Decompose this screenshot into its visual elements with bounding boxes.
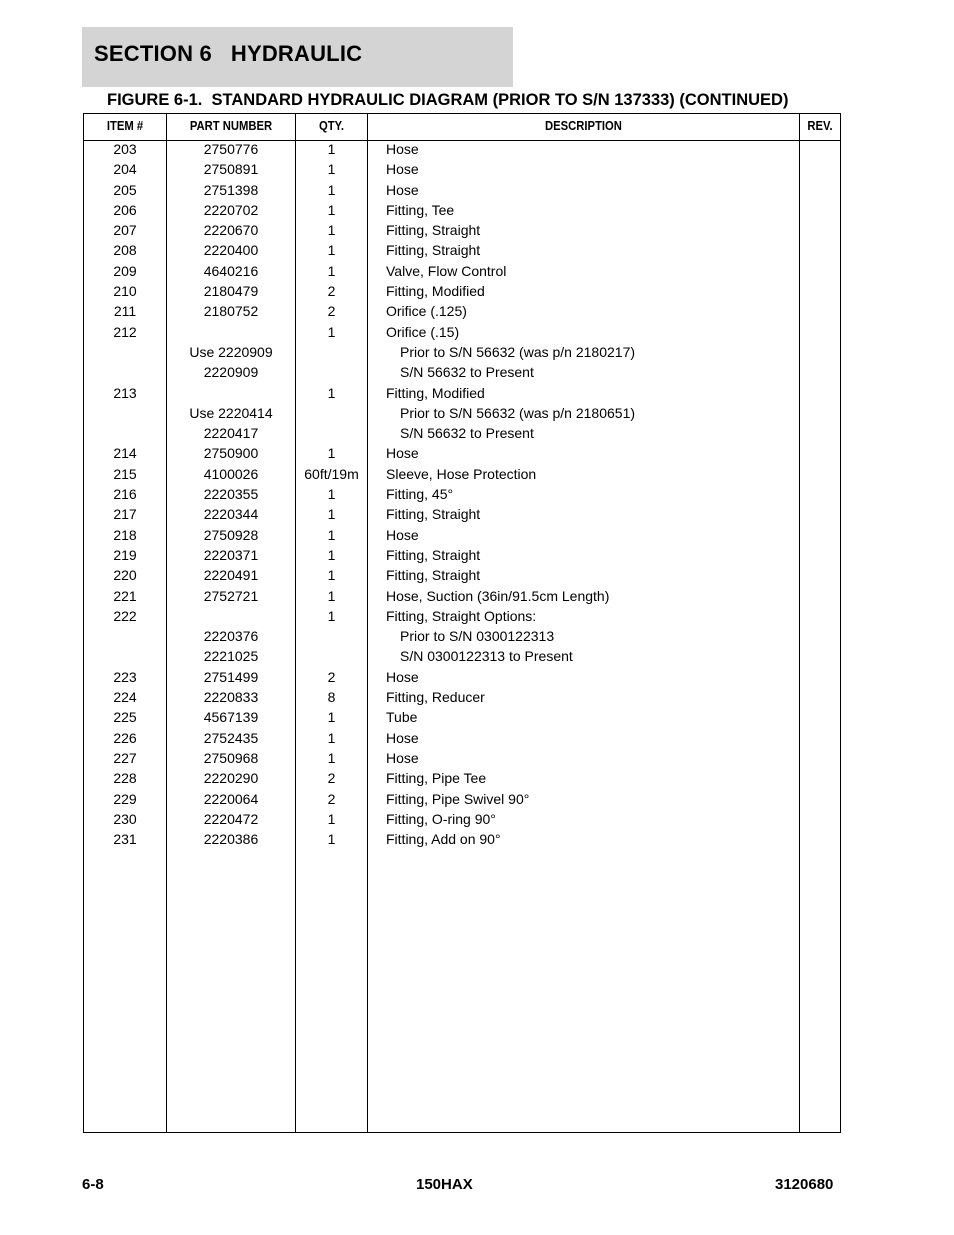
item-number: 219 [113,546,137,563]
description: Fitting, Pipe Tee [386,770,487,787]
item-number: 208 [113,242,137,259]
item-number: 215 [113,465,137,482]
quantity: 1 [327,161,336,178]
part-number: 2752435 [203,729,259,746]
item-number: 209 [113,262,137,279]
description: Tube [386,709,418,726]
quantity: 1 [327,526,336,543]
item-number: 228 [113,770,137,787]
part-number: 2220064 [203,790,259,807]
item-number: 216 [113,486,137,503]
quantity: 1 [327,201,336,218]
item-number: 227 [113,749,137,766]
table-row [84,443,840,463]
quantity: 1 [327,141,336,157]
table-row [84,301,840,321]
quantity: 8 [327,689,336,706]
item-number: 226 [113,729,137,746]
item-number: 213 [113,384,137,401]
part-number: 2180479 [203,283,259,300]
header-qty: QTY. [318,119,345,133]
table-row [84,789,840,809]
item-number: 230 [113,810,137,827]
part-number: 4100026 [203,465,259,482]
description: Hose [386,445,419,462]
description: Orifice (.125) [386,303,467,320]
item-number: 229 [113,790,137,807]
description: Fitting, Straight [386,222,481,239]
table-row [84,383,840,403]
header-rev: REV. [807,119,833,133]
quantity: 1 [327,546,336,563]
quantity: 1 [327,181,336,198]
table-row [84,484,840,504]
description: Sleeve, Hose Protection [386,465,537,482]
table-row [84,667,840,687]
item-number: 221 [113,587,137,604]
description: Prior to S/N 56632 (was p/n 2180217) [400,343,636,360]
figure-title: FIGURE 6-1. STANDARD HYDRAULIC DIAGRAM (PRIOR TO S/N 137333) (CONTINUED) [107,91,789,109]
item-number: 211 [113,303,137,320]
table-row [84,768,840,788]
item-number: 217 [113,506,137,523]
quantity: 2 [327,303,336,320]
table-row [84,423,840,443]
description: Hose [386,668,419,685]
item-number: 231 [113,831,137,848]
table-row [84,362,840,382]
part-number: 2751499 [203,668,259,685]
quantity: 1 [327,323,336,340]
description: Hose [386,729,419,746]
description: Hose [386,161,419,178]
item-number: 220 [113,567,137,584]
description: S/N 0300122313 to Present [400,648,573,665]
part-number: 2220400 [203,242,259,259]
table-row [84,626,840,646]
quantity: 1 [327,486,336,503]
item-number: 223 [113,668,137,685]
description: Fitting, Pipe Swivel 90° [386,790,530,807]
table-row [84,565,840,585]
description: Fitting, Straight [386,242,481,259]
description: Hose [386,141,419,157]
description: Hose [386,181,419,198]
quantity: 1 [327,729,336,746]
table-row [84,809,840,829]
part-number: 2220472 [203,810,259,827]
item-number: 224 [113,689,137,706]
table-row [84,342,840,362]
item-number: 206 [113,201,137,218]
description: Fitting, Reducer [386,689,485,706]
table-row [84,403,840,423]
item-number: 225 [113,709,137,726]
quantity: 1 [327,384,336,401]
table-header [84,114,840,141]
part-number: 2750928 [203,526,259,543]
part-number: 4640216 [203,262,259,279]
description: Hose [386,526,419,543]
part-number: 4567139 [203,709,259,726]
item-number: 205 [113,181,137,198]
description: Hose, Suction (36in/91.5cm Length) [386,587,610,604]
page-number: 6-8 [82,1176,104,1193]
description: Valve, Flow Control [386,262,507,279]
table-row [84,281,840,301]
header-description: DESCRIPTION [545,119,622,133]
description: S/N 56632 to Present [400,364,534,381]
description: Orifice (.15) [386,323,460,340]
table-row [84,220,840,240]
table-row [84,261,840,281]
item-number: 222 [113,607,137,624]
table-row [84,504,840,524]
item-number: 204 [113,161,137,178]
item-number: 214 [113,445,137,462]
table-row [84,728,840,748]
quantity: 1 [327,587,336,604]
table-row [84,322,840,342]
header-item: ITEM # [106,119,144,133]
table-row [84,240,840,260]
item-number: 203 [113,141,137,157]
quantity: 1 [327,242,336,259]
description: Fitting, 45° [386,486,454,503]
table-row [84,687,840,707]
section-title: SECTION 6 HYDRAULIC [94,41,363,66]
table-row [84,525,840,545]
description: Fitting, Straight Options: [386,607,537,624]
item-number: 207 [113,222,137,239]
parts-table [83,113,841,1133]
part-number: 2750900 [203,445,259,462]
quantity: 1 [327,810,336,827]
header-part-number: PART NUMBER [189,119,273,133]
table-row [84,139,840,159]
quantity: 2 [327,790,336,807]
table-row [84,545,840,565]
quantity: 1 [327,709,336,726]
quantity: 1 [327,567,336,584]
part-number: 2750891 [203,161,259,178]
part-number: 2220909 [203,364,259,381]
description: Prior to S/N 0300122313 [400,628,555,645]
part-number: 2220833 [203,689,259,706]
quantity: 1 [327,222,336,239]
quantity: 1 [327,506,336,523]
part-number: 2221025 [203,648,259,665]
part-number: 2750968 [203,749,259,766]
table-row [84,464,840,484]
part-number: 2220371 [203,546,259,563]
part-number: 2220386 [203,831,259,848]
quantity: 1 [327,607,336,624]
description: Fitting, Straight [386,506,481,523]
description: Fitting, Straight [386,567,481,584]
model-name: 150HAX [416,1176,473,1193]
table-row [84,159,840,179]
table-row [84,586,840,606]
table-row [84,200,840,220]
table-row [84,606,840,626]
description: Fitting, Straight [386,546,481,563]
part-number: 2220417 [203,425,259,442]
part-number: 2220290 [203,770,259,787]
part-number: 2220355 [203,486,259,503]
part-number: 2180752 [203,303,259,320]
part-number: 2220344 [203,506,259,523]
quantity: 1 [327,749,336,766]
quantity: 2 [327,283,336,300]
quantity: 1 [327,262,336,279]
part-number: 2751398 [203,181,259,198]
table-row [84,646,840,666]
part-number: Use 2220909 [189,343,273,360]
part-number: 2752721 [203,587,259,604]
part-number: 2220670 [203,222,259,239]
table-row [84,748,840,768]
description: Fitting, Add on 90° [386,831,501,848]
table-row [84,707,840,727]
section-banner [82,27,513,87]
item-number: 212 [113,323,137,340]
table-body [84,139,840,849]
description: Fitting, Modified [386,384,485,401]
part-number: 2220376 [203,628,259,645]
description: Prior to S/N 56632 (was p/n 2180651) [400,404,636,421]
description: Fitting, Modified [386,283,485,300]
quantity: 2 [327,668,336,685]
part-number: 2750776 [203,141,259,157]
table-row [84,180,840,200]
description: Hose [386,749,419,766]
quantity: 2 [327,770,336,787]
item-number: 210 [113,283,137,300]
part-number: 2220702 [203,201,259,218]
description: S/N 56632 to Present [400,425,534,442]
document-number: 3120680 [775,1176,834,1193]
quantity: 1 [327,831,336,848]
item-number: 218 [113,526,137,543]
table-row [84,829,840,849]
part-number: 2220491 [203,567,259,584]
quantity: 60ft/19m [304,465,359,482]
quantity: 1 [327,445,336,462]
description: Fitting, O-ring 90° [386,810,496,827]
description: Fitting, Tee [386,201,455,218]
part-number: Use 2220414 [189,404,273,421]
